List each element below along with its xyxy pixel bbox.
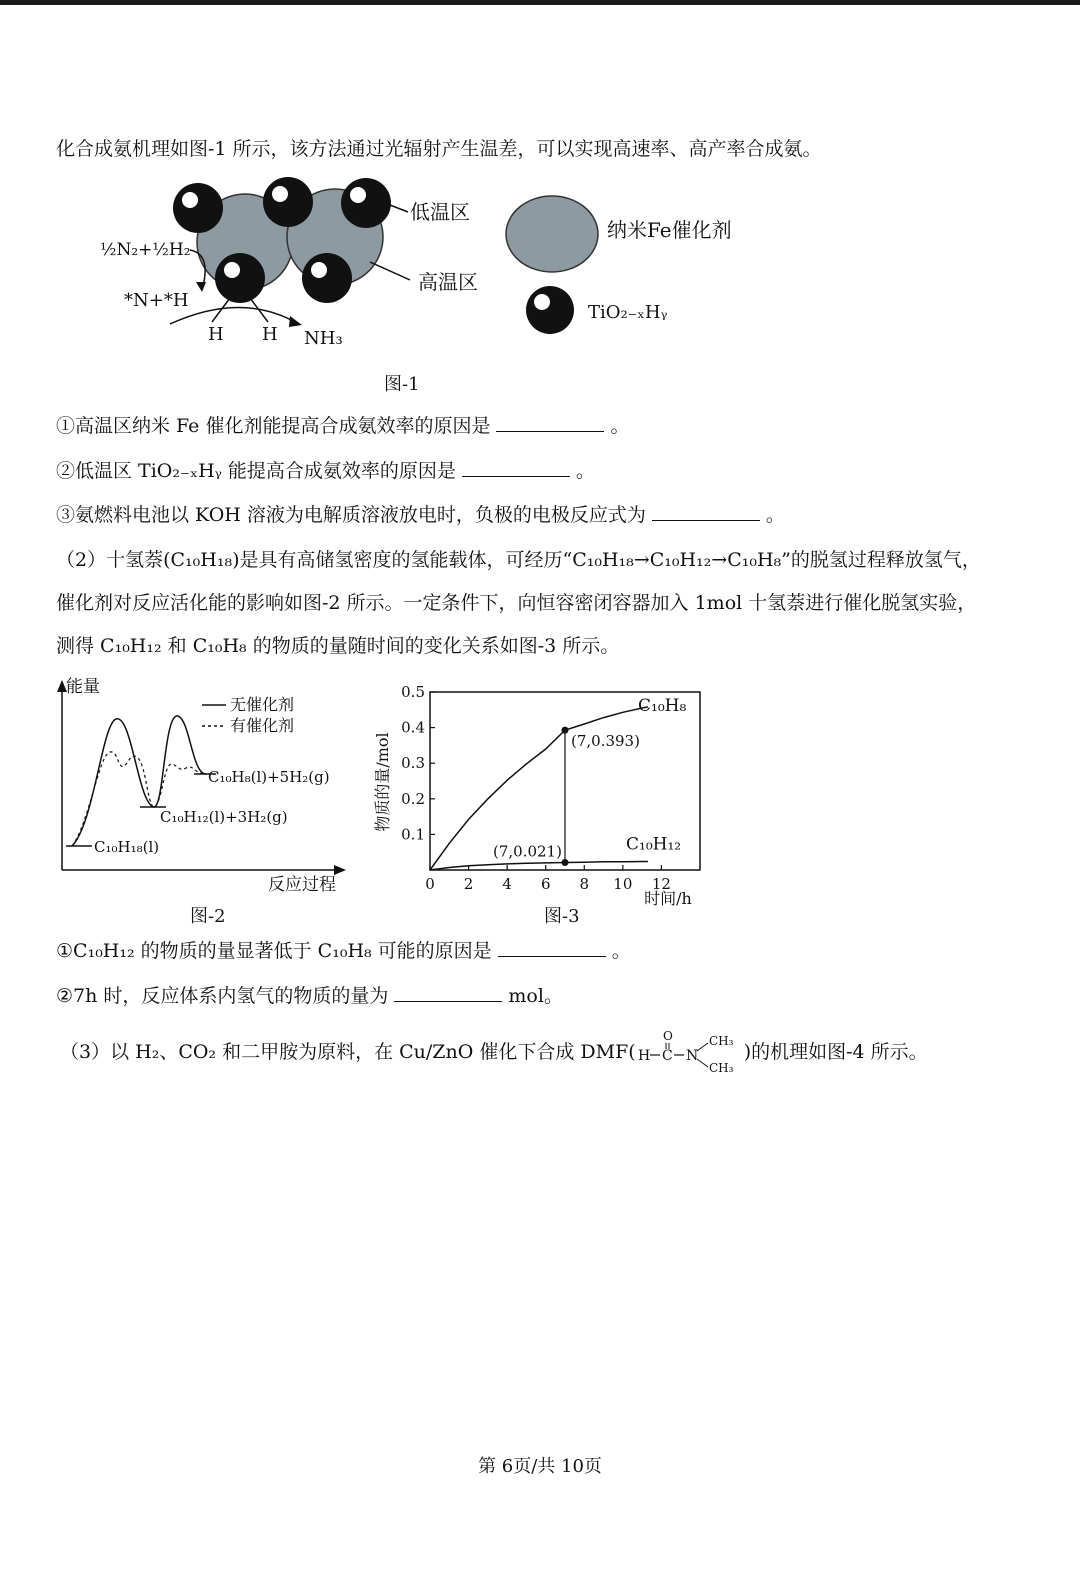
curve-no-catalyst <box>72 716 206 846</box>
svg-text:CH₃: CH₃ <box>708 1061 734 1074</box>
part-2-line-3: 测得 C₁₀H₁₂ 和 C₁₀H₈ 的物质的量随时间的变化关系如图-3 所示。 <box>56 635 620 657</box>
legend-fe-label: 纳米Fe催化剂 <box>607 218 732 242</box>
page-footer: 第 6页/共 10页 <box>478 1456 602 1477</box>
product-label: NH₃ <box>304 328 343 349</box>
svg-text:N: N <box>685 1048 698 1064</box>
question-2-1: ①C₁₀H₁₂ 的物质的量显著低于 C₁₀H₈ 可能的原因是 。 <box>56 940 631 962</box>
figure-2-caption: 图-2 <box>190 906 226 927</box>
figure-3-chart <box>368 680 718 920</box>
svg-text:CH₃: CH₃ <box>708 1034 734 1048</box>
svg-text:H: H <box>637 1048 650 1064</box>
legend-tio2-label: TiO₂₋ₓHᵧ <box>588 302 668 323</box>
legend-no-catalyst: 无催化剂 <box>230 695 295 714</box>
x-tick-label: 0 <box>425 875 435 893</box>
legend-tio2-circle <box>526 286 574 334</box>
y-axis-label: 物质的量/mol <box>373 732 392 832</box>
y-tick-label: 0.4 <box>401 718 425 737</box>
state-c10h12: C₁₀H₁₂(l)+3H₂(g) <box>160 808 288 826</box>
low-temp-label: 低温区 <box>410 200 470 224</box>
state-c10h8: C₁₀H₈(l)+5H₂(g) <box>208 768 330 786</box>
figure-3-caption: 图-3 <box>544 906 580 927</box>
x-tick-label: 4 <box>502 875 512 893</box>
answer-blank-5[interactable] <box>394 983 502 1002</box>
question-1-3: ③氨燃料电池以 KOH 溶液为电解质溶液放电时，负极的电极反应式为 。 <box>56 504 785 526</box>
figure-2-energy-diagram <box>44 674 364 904</box>
part-3-line: （3）以 H₂、CO₂ 和二甲胺为原料，在 Cu/ZnO 催化下合成 DMF( H C O N CH₃ CH₃ )的机理如图-4 所示。 <box>60 1030 928 1074</box>
x-tick-label: 2 <box>463 875 474 893</box>
part-2-line-2: 催化剂对反应活化能的影响如图-2 所示。一定条件下，向恒容密闭容器加入 1mol 十氢萘进行催化脱氢实验， <box>56 592 977 614</box>
reactant-label: ½N₂+½H₂ <box>100 240 191 260</box>
h-left-label: H <box>208 324 224 345</box>
scan-top-edge <box>0 0 1080 5</box>
figure-1 <box>90 172 790 362</box>
annotation-point-1 <box>562 859 569 866</box>
x-axis-label: 时间/h <box>644 889 692 908</box>
annotation-label-1: (7,0.021) <box>493 842 562 861</box>
series-line-1 <box>430 862 648 871</box>
y-tick-label: 0.1 <box>401 825 425 844</box>
answer-blank-4[interactable] <box>498 938 606 957</box>
svg-text:C: C <box>661 1048 673 1064</box>
annotation-point-0 <box>562 727 569 734</box>
y-tick-label: 0.3 <box>401 754 425 773</box>
annotation-label-0: (7,0.393) <box>571 732 640 751</box>
answer-blank-2[interactable] <box>462 458 570 477</box>
process-axis-label: 反应过程 <box>268 875 336 895</box>
series-label-c10h12: C₁₀H₁₂ <box>626 834 682 855</box>
energy-axis-label: 能量 <box>66 677 100 697</box>
y-tick-label: 0.5 <box>401 683 425 701</box>
figure-1-caption: 图-1 <box>384 374 420 395</box>
series-label-c10h8: C₁₀H₈ <box>638 695 687 716</box>
svg-text:O: O <box>662 1030 673 1043</box>
x-tick-label: 12 <box>651 875 671 893</box>
high-temp-label: 高温区 <box>418 270 478 294</box>
x-tick-label: 8 <box>579 875 590 893</box>
intro-text: 化合成氨机理如图-1 所示，该方法通过光辐射产生温差，可以实现高速率、高产率合成氨。 <box>56 138 822 160</box>
question-1-1: ①高温区纳米 Fe 催化剂能提高合成氨效率的原因是 。 <box>56 415 630 437</box>
dmf-structure <box>636 1030 744 1074</box>
h-right-label: H <box>262 324 278 345</box>
question-1-2: ②低温区 TiO₂₋ₓHᵧ 能提高合成氨效率的原因是 。 <box>56 460 595 482</box>
legend-fe-circle <box>506 196 598 272</box>
y-tick-label: 0.2 <box>401 789 425 808</box>
legend-with-catalyst: 有催化剂 <box>230 716 295 735</box>
state-c10h18: C₁₀H₁₈(l) <box>94 838 160 856</box>
answer-blank-1[interactable] <box>496 413 604 432</box>
intermediate-label: *N+*H <box>124 290 189 311</box>
part-2-line-1: （2）十氢萘(C₁₀H₁₈)是具有高储氢密度的氢能载体，可经历“C₁₀H₁₈→C₁₀H₁₂→C₁₀H₈”的脱氢过程释放氢气， <box>56 549 981 571</box>
x-tick-label: 10 <box>613 875 633 893</box>
x-tick-label: 6 <box>540 875 551 893</box>
answer-blank-3[interactable] <box>652 502 760 521</box>
question-2-2: ②7h 时，反应体系内氢气的物质的量为 mol。 <box>56 985 563 1007</box>
